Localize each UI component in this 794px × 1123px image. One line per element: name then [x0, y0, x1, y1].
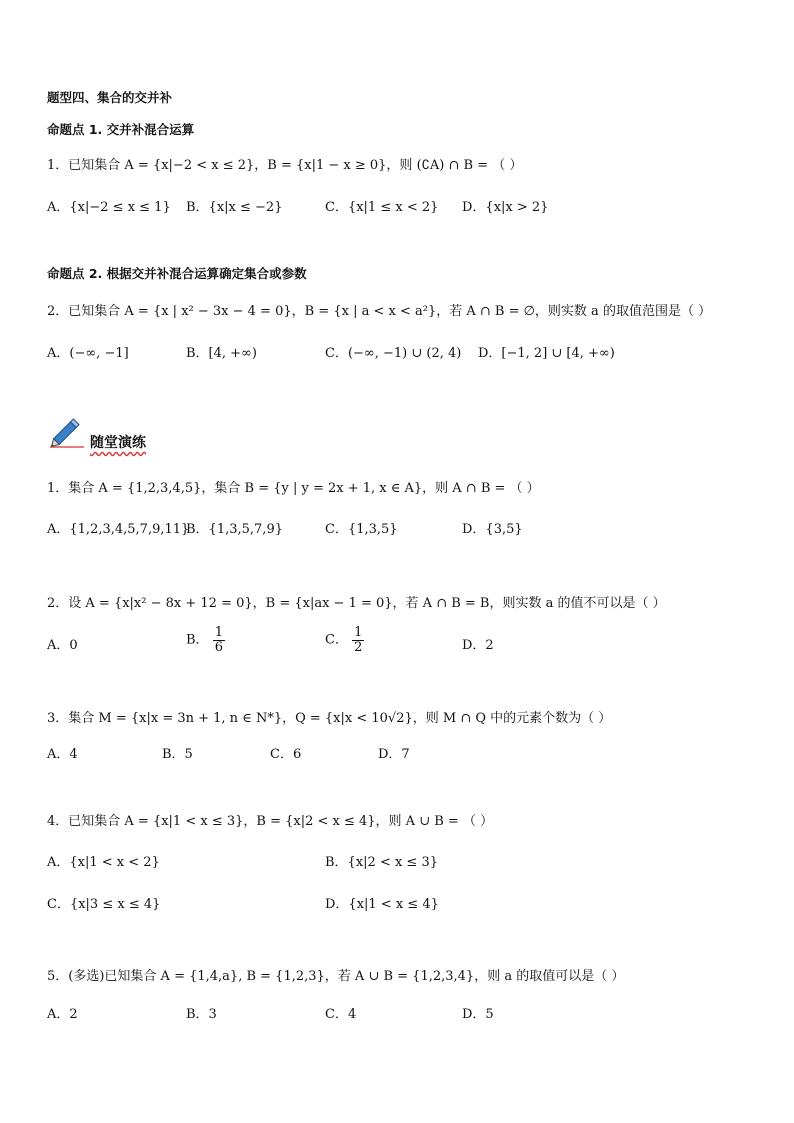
question-1-option-c: C．{x|1 ≤ x < 2} — [325, 200, 439, 215]
practice-question-2-option-a: A．0 — [47, 638, 78, 653]
practice-question-3-option-d: D．7 — [378, 747, 410, 762]
practice-question-1-text: 1．集合 A = {1,2,3,4,5}，集合 B = {y | y = 2x + 1, x ∈ A}，则 A ∩ B = （ ） — [47, 481, 540, 496]
option-c-label: C． — [325, 632, 348, 648]
practice-question-5-option-b: B．3 — [186, 1007, 217, 1022]
question-2-option-d: D．[−1, 2] ∪ [4, +∞) — [478, 346, 615, 361]
question-2-option-c: C．(−∞, −1) ∪ (2, 4) — [325, 346, 462, 361]
fraction-numerator: 1 — [214, 625, 223, 640]
question-1-option-b: B．{x|x ≤ −2} — [186, 200, 283, 215]
question-1-option-d: D．{x|x > 2} — [462, 200, 549, 215]
practice-question-1-option-c: C．{1,3,5} — [325, 522, 398, 537]
practice-question-5-text: 5．(多选)已知集合 A = {1,4,a}, B = {1,2,3}，若 A ∪ B = {1,2,3,4}，则 a 的取值可以是（ ） — [47, 969, 625, 984]
practice-question-4-option-b: B．{x|2 < x ≤ 3} — [325, 855, 438, 870]
option-b-label: B． — [186, 632, 209, 648]
practice-question-1-option-d: D．{3,5} — [462, 522, 523, 537]
question-1-option-a: A．{x|−2 ≤ x ≤ 1} — [47, 200, 171, 215]
question-2-text: 2．已知集合 A = {x | x² − 3x − 4 = 0}，B = {x | a < x < a²}，若 A ∩ B = ∅，则实数 a 的取值范围是（ ） — [47, 304, 712, 319]
practice-question-2-option-d: D．2 — [462, 638, 494, 653]
question-1-text: 1．已知集合 A = {x|−2 < x ≤ 2}，B = {x|1 − x ≥ 0}，则 (∁A) ∩ B = （ ） — [47, 158, 523, 173]
practice-question-4-option-a: A．{x|1 < x < 2} — [47, 855, 160, 870]
practice-question-5-option-c: C．4 — [325, 1007, 357, 1022]
fraction-one-half — [352, 626, 364, 654]
fraction-denominator: 2 — [354, 639, 363, 655]
subsection-2-title: 命题点 2. 根据交并补混合运算确定集合或参数 — [47, 266, 307, 281]
practice-question-5-option-a: A．2 — [47, 1007, 78, 1022]
practice-question-2-text: 2．设 A = {x|x² − 8x + 12 = 0}，B = {x|ax − 1 = 0}，若 A ∩ B = B，则实数 a 的值不可以是（ ） — [47, 596, 666, 611]
practice-question-3-option-b: B．5 — [162, 747, 193, 762]
question-2-option-a: A．(−∞, −1] — [47, 346, 129, 361]
practice-question-1-option-b: B．{1,3,5,7,9} — [186, 522, 283, 537]
practice-title: 随堂演练 — [90, 435, 146, 451]
practice-question-4-option-c: C．{x|3 ≤ x ≤ 4} — [47, 897, 161, 912]
question-2-option-b: B．[4, +∞) — [186, 346, 257, 361]
practice-question-3-text: 3．集合 M = {x|x = 3n + 1, n ∈ N*}，Q = {x|x < 10√2}，则 M ∩ Q 中的元素个数为（ ） — [47, 711, 612, 726]
practice-question-1-option-a: A．{1,2,3,4,5,7,9,11} — [47, 522, 190, 537]
practice-question-3-option-a: A．4 — [47, 747, 78, 762]
fraction-numerator: 1 — [354, 625, 363, 640]
practice-question-2-option-c — [325, 626, 364, 654]
section-title: 题型四、集合的交并补 — [47, 90, 173, 105]
practice-question-4-option-d: D．{x|1 < x ≤ 4} — [325, 897, 439, 912]
practice-question-4-text: 4．已知集合 A = {x|1 < x ≤ 3}，B = {x|2 < x ≤ 4}，则 A ∪ B = （ ） — [47, 814, 494, 829]
pencil-icon — [48, 412, 86, 450]
practice-question-2-option-b — [186, 626, 225, 654]
subsection-1-title: 命题点 1. 交并补混合运算 — [47, 122, 195, 137]
fraction-denominator: 6 — [214, 639, 223, 655]
practice-question-3-option-c: C．6 — [270, 747, 302, 762]
practice-question-5-option-d: D．5 — [462, 1007, 494, 1022]
fraction-one-sixth — [213, 626, 225, 654]
